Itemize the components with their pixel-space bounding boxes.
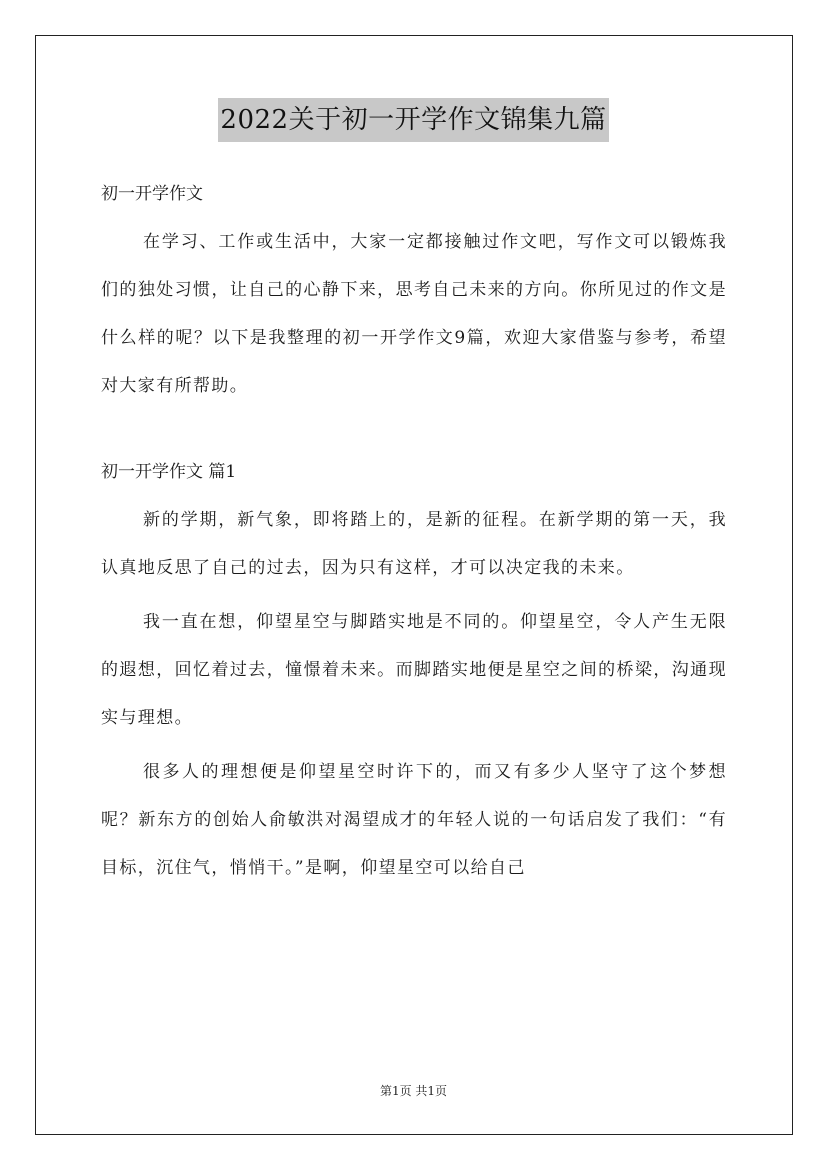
title-container bbox=[0, 98, 827, 142]
page-footer: 第1页 共1页 bbox=[379, 1084, 448, 1098]
section1-paragraph-3: 很多人的理想便是仰望星空时许下的，而又有多少人坚守了这个梦想呢？新东方的创始人俞敏洪对渴望成才的年轻人说的一句话启发了我们：“有目标，沉住气，悄悄干。”是啊，仰望星空可以给自己 bbox=[101, 762, 727, 878]
intro-paragraph: 在学习、工作或生活中，大家一定都接触过作文吧，写作文可以锻炼我们的独处习惯，让自己的心静下来，思考自己未来的方向。你所见过的作文是什么样的呢？以下是我整理的初一开学作文9篇，欢迎大家借鉴与参考，希望对大家有所帮助。 bbox=[101, 232, 727, 396]
section1-heading: 初一开学作文 篇1 bbox=[101, 462, 237, 482]
intro-heading: 初一开学作文 bbox=[101, 184, 203, 204]
section1-paragraph-2: 我一直在想，仰望星空与脚踏实地是不同的。仰望星空，令人产生无限的遐想，回忆着过去，憧憬着未来。而脚踏实地便是星空之间的桥梁，沟通现实与理想。 bbox=[101, 612, 727, 728]
section1-paragraph-1: 新的学期，新气象，即将踏上的，是新的征程。在新学期的第一天，我认真地反思了自己的过去，因为只有这样，才可以决定我的未来。 bbox=[101, 510, 727, 578]
document-title: 2022关于初一开学作文锦集九篇 bbox=[218, 98, 608, 142]
section-spacer bbox=[101, 410, 727, 448]
document-body bbox=[101, 170, 727, 892]
